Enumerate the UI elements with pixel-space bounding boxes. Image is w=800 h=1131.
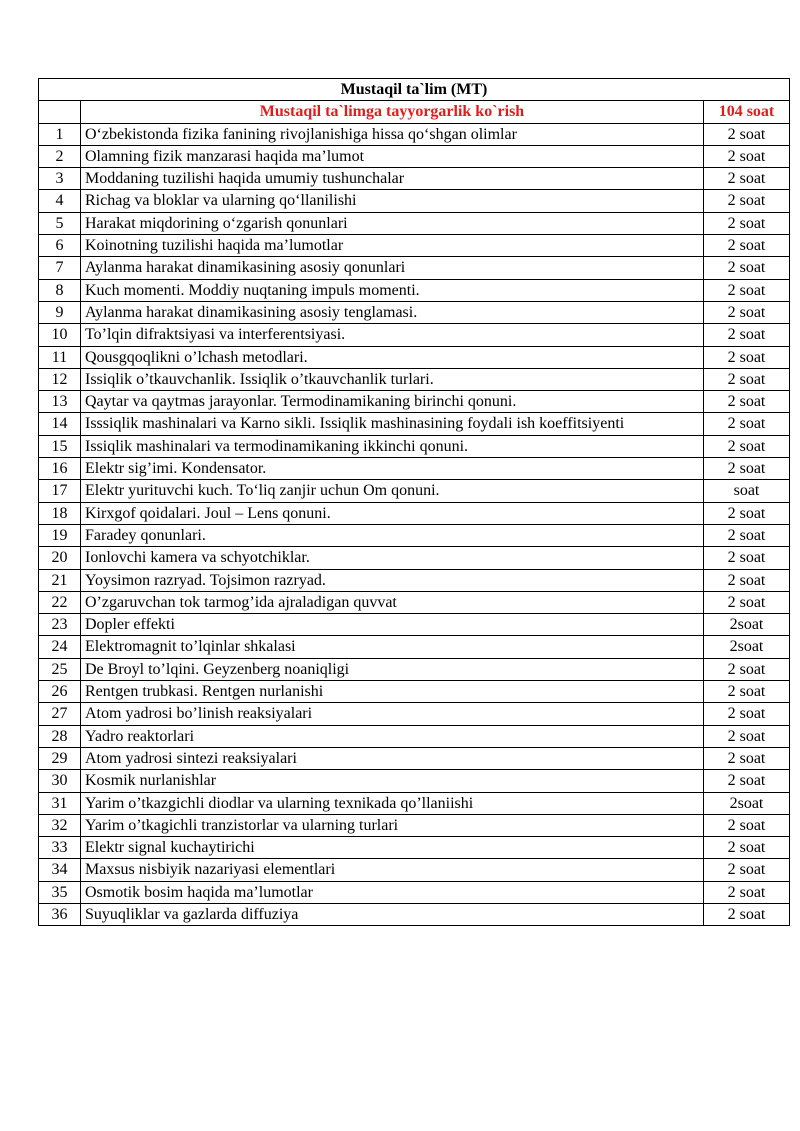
row-topic: Kirxgof qoidalari. Joul – Lens qonuni. <box>81 502 704 524</box>
table-row <box>39 391 790 413</box>
row-number: 19 <box>39 524 81 546</box>
row-hours: 2 soat <box>703 547 789 569</box>
row-topic: Isssiqlik mashinalari va Karno sikli. Issiqlik mashinasining foydali ish koeffitsiyenti <box>81 413 704 435</box>
row-topic: Yoysimon razryad. Tojsimon razryad. <box>81 569 704 591</box>
row-hours: 2 soat <box>703 658 789 680</box>
table-row <box>39 257 790 279</box>
table-row <box>39 458 790 480</box>
table-row <box>39 212 790 234</box>
row-number: 27 <box>39 703 81 725</box>
row-number: 7 <box>39 257 81 279</box>
row-topic: Suyuqliklar va gazlarda diffuziya <box>81 903 704 925</box>
row-number: 9 <box>39 301 81 323</box>
row-hours: 2soat <box>703 614 789 636</box>
table-row <box>39 747 790 769</box>
table-row <box>39 413 790 435</box>
table-row <box>39 703 790 725</box>
row-topic: O’zgaruvchan tok tarmog’ida ajraladigan quvvat <box>81 591 704 613</box>
table-title: Mustaqil ta`lim (MT) <box>39 79 790 101</box>
table-row <box>39 368 790 390</box>
row-hours: 2 soat <box>703 324 789 346</box>
row-number: 20 <box>39 547 81 569</box>
table-row <box>39 279 790 301</box>
row-topic: Olamning fizik manzarasi haqida ma’lumot <box>81 145 704 167</box>
table-row <box>39 168 790 190</box>
table-row <box>39 792 790 814</box>
row-number: 17 <box>39 480 81 502</box>
row-topic: Yarim o’tkagichli tranzistorlar va ularning turlari <box>81 814 704 836</box>
row-topic: Elektr signal kuchaytirichi <box>81 837 704 859</box>
row-number: 13 <box>39 391 81 413</box>
row-hours: 2 soat <box>703 703 789 725</box>
row-number: 21 <box>39 569 81 591</box>
row-topic: Ionlovchi kamera va schyotchiklar. <box>81 547 704 569</box>
row-hours: 2 soat <box>703 368 789 390</box>
row-hours: 2 soat <box>703 881 789 903</box>
row-number: 6 <box>39 235 81 257</box>
row-number: 2 <box>39 145 81 167</box>
row-number: 23 <box>39 614 81 636</box>
row-hours: 2 soat <box>703 814 789 836</box>
table-row <box>39 881 790 903</box>
table-row <box>39 681 790 703</box>
row-number: 29 <box>39 747 81 769</box>
table-row <box>39 591 790 613</box>
row-number: 18 <box>39 502 81 524</box>
row-topic: O‘zbekistonda fizika fanining rivojlanishiga hissa qo‘shgan olimlar <box>81 123 704 145</box>
row-hours: 2 soat <box>703 770 789 792</box>
row-topic: Kuch momenti. Moddiy nuqtaning impuls momenti. <box>81 279 704 301</box>
table-row <box>39 859 790 881</box>
row-number: 24 <box>39 636 81 658</box>
row-topic: Dopler effekti <box>81 614 704 636</box>
row-topic: Yarim o’tkazgichli diodlar va ularning texnikada qo’llaniishi <box>81 792 704 814</box>
row-topic: Richag va bloklar va ularning qo‘llanilishi <box>81 190 704 212</box>
table-row <box>39 547 790 569</box>
row-hours: 2 soat <box>703 391 789 413</box>
table-row <box>39 569 790 591</box>
table-row <box>39 814 790 836</box>
row-topic: To’lqin difraktsiyasi va interferentsiyasi. <box>81 324 704 346</box>
row-hours: 2 soat <box>703 190 789 212</box>
row-topic: Elektromagnit to’lqinlar shkalasi <box>81 636 704 658</box>
row-number: 8 <box>39 279 81 301</box>
table-title-row <box>39 79 790 101</box>
row-hours: 2 soat <box>703 257 789 279</box>
table-row <box>39 524 790 546</box>
table-row <box>39 658 790 680</box>
row-number: 31 <box>39 792 81 814</box>
row-topic: Moddaning tuzilishi haqida umumiy tushunchalar <box>81 168 704 190</box>
table-row <box>39 636 790 658</box>
row-number: 22 <box>39 591 81 613</box>
row-hours: 2 soat <box>703 903 789 925</box>
row-number: 15 <box>39 435 81 457</box>
table-row <box>39 235 790 257</box>
row-number: 28 <box>39 725 81 747</box>
row-hours: 2 soat <box>703 569 789 591</box>
row-hours: 2 soat <box>703 346 789 368</box>
row-number: 5 <box>39 212 81 234</box>
row-topic: Faradey qonunlari. <box>81 524 704 546</box>
row-topic: Atom yadrosi sintezi reaksiyalari <box>81 747 704 769</box>
row-topic: Kosmik nurlanishlar <box>81 770 704 792</box>
table-row <box>39 346 790 368</box>
row-number: 16 <box>39 458 81 480</box>
row-hours: 2 soat <box>703 168 789 190</box>
row-number: 12 <box>39 368 81 390</box>
row-hours: 2 soat <box>703 435 789 457</box>
table-row <box>39 770 790 792</box>
row-hours: 2soat <box>703 792 789 814</box>
table-row <box>39 123 790 145</box>
row-hours: 2 soat <box>703 681 789 703</box>
row-topic: Atom yadrosi bo’linish reaksiyalari <box>81 703 704 725</box>
row-number: 26 <box>39 681 81 703</box>
row-number: 36 <box>39 903 81 925</box>
row-topic: Elektr sig’imi. Kondensator. <box>81 458 704 480</box>
section-title: Mustaqil ta`limga tayyorgarlik ko`rish <box>81 101 704 123</box>
row-hours: 2 soat <box>703 859 789 881</box>
row-number: 10 <box>39 324 81 346</box>
row-hours: 2 soat <box>703 413 789 435</box>
row-hours: 2 soat <box>703 301 789 323</box>
row-hours: 2 soat <box>703 145 789 167</box>
table-row <box>39 837 790 859</box>
row-topic: Issiqlik mashinalari va termodinamikaning ikkinchi qonuni. <box>81 435 704 457</box>
row-number: 30 <box>39 770 81 792</box>
row-topic: Elektr yurituvchi kuch. To‘liq zanjir uchun Om qonuni. <box>81 480 704 502</box>
row-topic: Qousgqoqlikni o’lchash metodlari. <box>81 346 704 368</box>
table-row <box>39 725 790 747</box>
row-hours: 2 soat <box>703 458 789 480</box>
row-hours: 2soat <box>703 636 789 658</box>
table-row <box>39 903 790 925</box>
table-body <box>39 79 790 926</box>
row-topic: Osmotik bosim haqida ma’lumotlar <box>81 881 704 903</box>
table-row <box>39 502 790 524</box>
row-topic: Rentgen trubkasi. Rentgen nurlanishi <box>81 681 704 703</box>
table-row <box>39 301 790 323</box>
row-topic: Maxsus nisbiyik nazariyasi elementlari <box>81 859 704 881</box>
row-number: 25 <box>39 658 81 680</box>
row-number: 33 <box>39 837 81 859</box>
row-topic: Issiqlik o’tkauvchanlik. Issiqlik o’tkauvchanlik turlari. <box>81 368 704 390</box>
table-row <box>39 190 790 212</box>
row-topic: Aylanma harakat dinamikasining asosiy tenglamasi. <box>81 301 704 323</box>
row-topic: Qaytar va qaytmas jarayonlar. Termodinamikaning birinchi qonuni. <box>81 391 704 413</box>
row-hours: 2 soat <box>703 123 789 145</box>
row-hours: 2 soat <box>703 747 789 769</box>
row-hours: 2 soat <box>703 235 789 257</box>
row-number: 11 <box>39 346 81 368</box>
row-hours: 2 soat <box>703 725 789 747</box>
row-number: 34 <box>39 859 81 881</box>
row-topic: Harakat miqdorining o‘zgarish qonunlari <box>81 212 704 234</box>
table-row <box>39 145 790 167</box>
row-topic: Koinotning tuzilishi haqida ma’lumotlar <box>81 235 704 257</box>
row-hours: 2 soat <box>703 502 789 524</box>
row-hours: 2 soat <box>703 591 789 613</box>
row-hours: soat <box>703 480 789 502</box>
section-hours: 104 soat <box>703 101 789 123</box>
row-number: 32 <box>39 814 81 836</box>
independent-study-table <box>38 78 790 926</box>
row-number: 3 <box>39 168 81 190</box>
row-hours: 2 soat <box>703 279 789 301</box>
row-number: 35 <box>39 881 81 903</box>
section-header-row <box>39 101 790 123</box>
row-number: 1 <box>39 123 81 145</box>
row-number: 4 <box>39 190 81 212</box>
section-number-cell <box>39 101 81 123</box>
table-row <box>39 614 790 636</box>
table-row <box>39 324 790 346</box>
row-hours: 2 soat <box>703 837 789 859</box>
table-row <box>39 435 790 457</box>
row-topic: De Broyl to’lqini. Geyzenberg noaniqligi <box>81 658 704 680</box>
row-hours: 2 soat <box>703 524 789 546</box>
table-row <box>39 480 790 502</box>
row-number: 14 <box>39 413 81 435</box>
row-topic: Aylanma harakat dinamikasining asosiy qonunlari <box>81 257 704 279</box>
row-topic: Yadro reaktorlari <box>81 725 704 747</box>
row-hours: 2 soat <box>703 212 789 234</box>
